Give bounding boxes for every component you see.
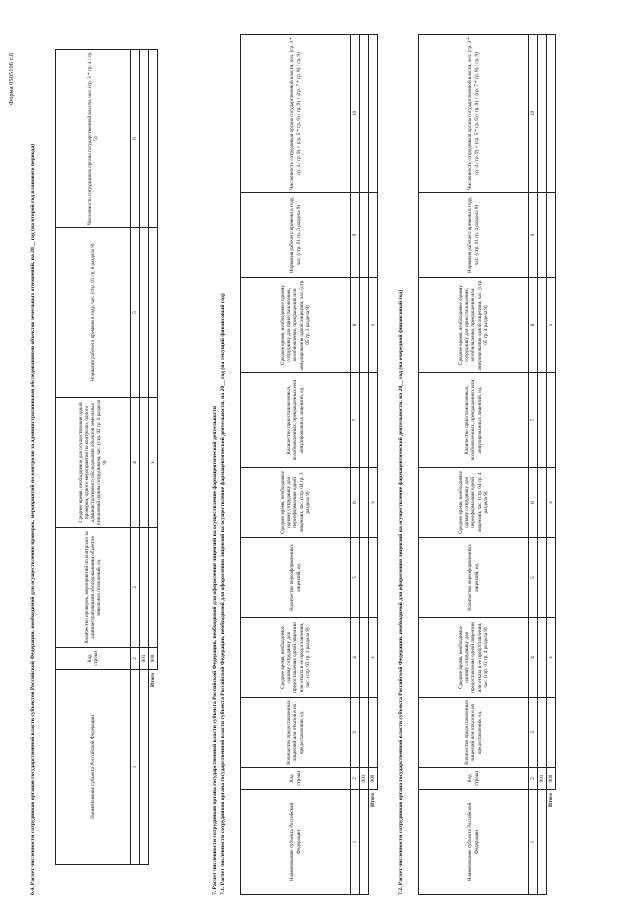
t71-total-cell — [369, 35, 378, 193]
t71-total-label: Итого — [370, 793, 377, 807]
t64-total-cell — [149, 228, 158, 398]
t72-header: Количество приостановленных, возобновленных, прекращенных или аннулированных лицензий, ед. — [419, 373, 529, 468]
t64-header-count: Количество проверок, мероприятий по контролю за административными обследованиями объектов земельных отношений, ед. — [56, 528, 131, 648]
t71-cell — [360, 618, 369, 698]
t64-total-cell — [149, 528, 158, 648]
t72-col-number: 2 — [529, 768, 538, 790]
section-7-2-title: 7.2. Расчет численности сотрудников органа государственной власти субъекта Российской Федерации, необходимой для оформления лицензий на осуществление фармацевтической деятельности, на 20__ год (на очередной финансовый год) — [398, 289, 404, 895]
t72-total-cell — [547, 698, 556, 768]
t71-total-cell — [369, 373, 378, 468]
t71-header: Среднее время, необходимое одному сотруднику для переоформления одной лицензии, час. (стр. 04 гр. 3 раздела 9) — [241, 468, 351, 538]
t64-col-number: 5 — [131, 228, 140, 398]
t71-header: Среднее время, необходимое одному сотруднику для предоставления одной лицензии или отказа в ее предоставлении, час. (стр. 03 гр. 3 раздела 9) — [241, 618, 351, 698]
t72-col-number: 8 — [529, 278, 538, 373]
t71-cell — [360, 35, 369, 193]
t71-col-number: 2 — [351, 768, 360, 790]
t64-total-cell: x — [149, 398, 158, 528]
t71-col-number: 7 — [351, 373, 360, 468]
t71-cell — [360, 193, 369, 278]
t71-cell — [360, 278, 369, 373]
t71-cell — [360, 698, 369, 768]
t71-header: Количество приостановленных, возобновленных, прекращенных или аннулированных лицензий, ед. — [241, 373, 351, 468]
t64-total-label: Итого — [150, 673, 157, 687]
t71-total-x: x — [369, 618, 378, 698]
t72-header: Численность сотрудников органа государственной власти, чел. (гр. 3 * гр. 4 / гр. 9) + (гр. 5 * гр. 6) / гр. 9) + (гр. 7 * гр. 8) / гр. 9) — [419, 35, 529, 193]
t71-col-number: 9 — [351, 193, 360, 278]
table-6-4 — [55, 49, 158, 865]
t72-header: Норматив рабочего времени в году, час. (стр. 01 гр. 4 раздела 9) — [419, 193, 529, 278]
t64-col-number: 4 — [131, 398, 140, 528]
table-row — [538, 35, 547, 895]
t64-header-staff: Численность сотрудников органа государственной власти, чел. (гр. 3 * гр. 4 / гр. 5) — [56, 50, 131, 228]
t72-header: Среднее время, необходимое одному сотруднику для переоформления одной лицензии, час. (стр. 04 гр. 4 раздела 9) — [419, 468, 529, 538]
form-code: Форма 0505106 с.6 — [8, 52, 15, 105]
t64-header-code: Код строки — [56, 648, 131, 670]
table-total-row — [369, 35, 378, 895]
t64-col-number: 6 — [131, 50, 140, 228]
t72-cell — [538, 193, 547, 278]
t71-col-number: 3 — [351, 698, 360, 768]
t71-total-code: 900 — [369, 768, 378, 790]
t72-cell — [538, 468, 547, 538]
t72-cell — [538, 373, 547, 468]
t71-header: Среднее время, необходимое одному сотруднику для приостановления, возобновления, прекращения или аннулирования одной лицензии, час. (стр. 05 гр. 3 раздела 9) — [241, 278, 351, 373]
t71-col-number: 5 — [351, 538, 360, 618]
t64-col-number: 3 — [131, 528, 140, 648]
table-total-row — [149, 50, 158, 865]
t72-header: Количество переоформленных лицензий, ед. — [419, 538, 529, 618]
t71-header: Наименование субъекта Российской Федерации — [241, 790, 351, 895]
t71-total-x: x — [369, 278, 378, 373]
t71-cell — [360, 538, 369, 618]
t64-cell-code: 001 — [140, 648, 149, 670]
t71-total-cell — [369, 193, 378, 278]
table-row — [140, 50, 149, 865]
t72-col-number: 5 — [529, 538, 538, 618]
t72-total-cell — [547, 193, 556, 278]
t64-total-cell — [149, 50, 158, 228]
t71-col-number: 6 — [351, 468, 360, 538]
t64-cell — [140, 228, 149, 398]
t64-total-code: 900 — [149, 648, 158, 670]
t72-cell — [538, 278, 547, 373]
t71-total-cell — [369, 538, 378, 618]
t72-total-cell — [547, 35, 556, 193]
table-row — [360, 35, 369, 895]
t64-header-avg-time: Среднее время, необходимое для осуществления одной проверки, одного мероприятия по контролю, одного административного обследования объектов земельных отношений одним сотрудником, час. (стр. 02 гр. 6 раздела 9) — [56, 398, 131, 528]
t71-col-number: 4 — [351, 618, 360, 698]
t72-header: Среднее время, необходимое одному сотруднику для предоставления одной лицензии или отказа в ее предоставлении, час. (стр. 03 гр. 4 раздела 9) — [419, 618, 529, 698]
t72-cell — [538, 35, 547, 193]
t72-header: Среднее время, необходимое одному сотруднику для приостановления, возобновления, прекращения или аннулирования одной лицензии, час. (стр. 05 гр. 4 раздела 9) — [419, 278, 529, 373]
t71-col-number: 8 — [351, 278, 360, 373]
t71-total-x: x — [369, 468, 378, 538]
t64-col-number: 2 — [131, 648, 140, 670]
section-6-4-title: 6.4. Расчет численности сотрудников органов государственной власти субъектов Российской Федерации, необходимой для осуществления проверок, мероприятий по контролю за административными обследованиями объектов земельных отношений, на 20__ год (на второй год планового периода) — [30, 143, 36, 895]
t72-col-number: 9 — [529, 193, 538, 278]
t64-col-number: 1 — [131, 670, 140, 865]
t72-total-x: x — [547, 618, 556, 698]
t71-cell — [360, 468, 369, 538]
t71-header: Количество переоформленных лицензий, ед. — [241, 538, 351, 618]
t71-header: Норматив рабочего времени в году, час. (стр. 01 гр. 3 раздела 9) — [241, 193, 351, 278]
t71-total-cell — [369, 698, 378, 768]
t72-total-cell — [547, 538, 556, 618]
t71-header: Код строки — [241, 768, 351, 790]
t72-col-number: 3 — [529, 698, 538, 768]
t72-total-label: Итого — [548, 793, 555, 807]
t64-header-norm: Норматив рабочего времени в году, час. (стр. 01 гр. 6 раздела 9) — [56, 228, 131, 398]
t72-cell — [538, 618, 547, 698]
t72-total-x: x — [547, 468, 556, 538]
t64-cell-name — [140, 670, 149, 865]
t71-cell-name — [360, 790, 369, 895]
t72-header: Количество предоставленных лицензий или отказов в их предоставлении, ед. — [419, 698, 529, 768]
t72-col-number: 7 — [529, 373, 538, 468]
t72-header: Наименование субъекта Российской Федерации — [419, 790, 529, 895]
t72-col-number: 10 — [529, 35, 538, 193]
t72-col-number: 6 — [529, 468, 538, 538]
t71-cell-code: 001 — [360, 768, 369, 790]
section-7-1-title: 7.1. Расчет численности сотрудников органа государственной власти субъекта Российской Федерации, необходимой для оформления лицензий на осуществление фармацевтической деятельности, на 20__ год (на текущий финансовый год) — [220, 293, 226, 895]
t72-col-number: 4 — [529, 618, 538, 698]
t72-total-x: x — [547, 278, 556, 373]
t72-cell-code: 001 — [538, 768, 547, 790]
t64-header-name: Наименование субъекта Российской Федерации — [56, 670, 131, 865]
t72-cell — [538, 538, 547, 618]
t64-cell — [140, 528, 149, 648]
t72-header: Код строки — [419, 768, 529, 790]
table-total-row — [547, 35, 556, 895]
t71-header: Численность сотрудников органа государственной власти, чел. (гр. 3 * гр. 4 / гр. 9) + (гр. 5 * гр. 6) / гр. 9) + (гр. 7 * гр. 8) / гр. 9) — [241, 35, 351, 193]
t72-total-code: 900 — [547, 768, 556, 790]
table-7-2 — [418, 34, 556, 895]
t72-cell-name — [538, 790, 547, 895]
t71-cell — [360, 373, 369, 468]
t72-total-cell — [547, 373, 556, 468]
section-7-title: 7. Расчет численности сотрудников органа государственной власти субъекта Российской Федерации, необходимой для оформления лицензий на осуществление фармацевтической деятельности — [212, 405, 218, 895]
t64-cell — [140, 398, 149, 528]
t72-cell — [538, 698, 547, 768]
t71-col-number: 10 — [351, 35, 360, 193]
table-7-1 — [240, 34, 378, 895]
t64-cell — [140, 50, 149, 228]
t72-col-number: 1 — [529, 790, 538, 895]
t71-col-number: 1 — [351, 790, 360, 895]
t71-header: Количество предоставленных лицензий или отказов в их предоставлении, ед. — [241, 698, 351, 768]
